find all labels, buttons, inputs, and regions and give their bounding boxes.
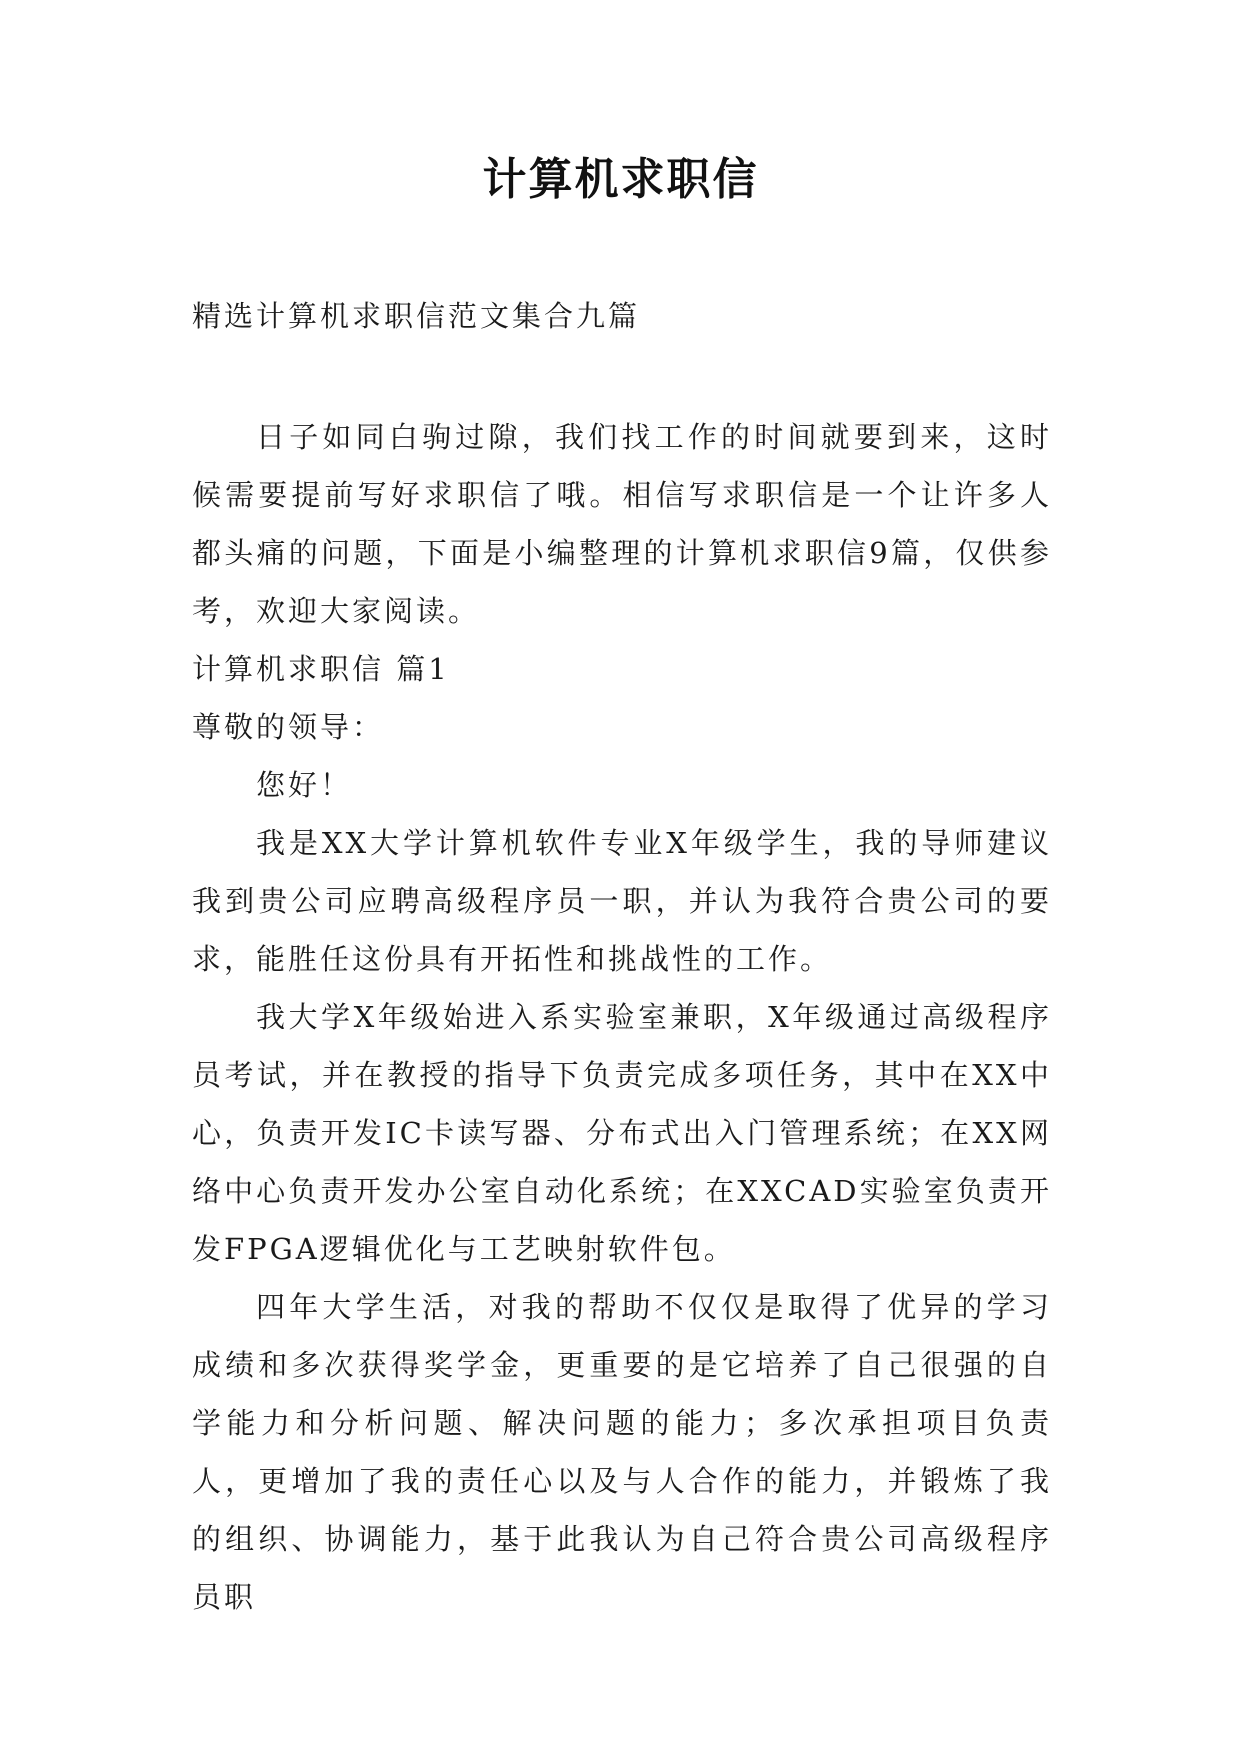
salutation: 尊敬的领导： xyxy=(192,710,385,744)
body-paragraph: 我大学X年级始进入系实验室兼职，X年级通过高级程序员考试，并在教授的指导下负责完成多项任务，其中在XX中心，负责开发IC卡读写器、分布式出入门管理系统；在XX网络中心负责开发办公室自动化系统；在XXCAD实验室负责开发FPGA逻辑优化与工艺映射软件包。 xyxy=(192,1000,1052,1266)
greeting: 您好！ xyxy=(256,768,353,802)
body-paragraph: 四年大学生活，对我的帮助不仅仅是取得了优异的学习成绩和多次获得奖学金，更重要的是它培养了自己很强的自学能力和分析问题、解决问题的能力；多次承担项目负责人，更增加了我的责任心以及与人合作的能力，并锻炼了我的组织、协调能力，基于此我认为自己符合贵公司高级程序员职 xyxy=(192,1290,1052,1614)
section-heading: 计算机求职信 篇1 xyxy=(192,652,450,686)
intro-paragraph: 日子如同白驹过隙，我们找工作的时间就要到来，这时候需要提前写好求职信了哦。相信写求职信是一个让许多人都头痛的问题，下面是小编整理的计算机求职信9篇，仅供参考，欢迎大家阅读。 xyxy=(192,420,1052,628)
document-body xyxy=(192,408,1052,1626)
document-subtitle: 精选计算机求职信范文集合九篇 xyxy=(192,299,641,333)
page-title: 计算机求职信 xyxy=(482,154,759,205)
body-paragraph: 我是XX大学计算机软件专业X年级学生，我的导师建议我到贵公司应聘高级程序员一职，并认为我符合贵公司的要求，能胜任这份具有开拓性和挑战性的工作。 xyxy=(192,826,1052,976)
